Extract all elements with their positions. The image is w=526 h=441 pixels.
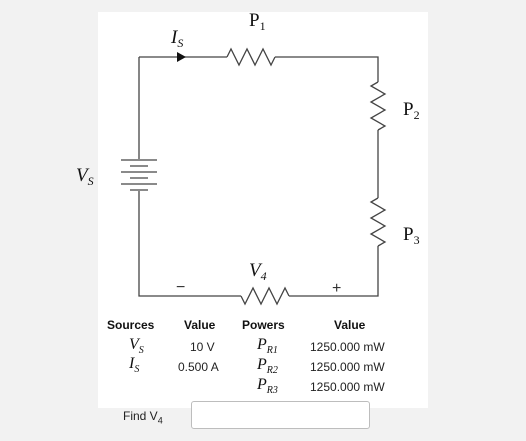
- header-value: Value: [184, 318, 216, 332]
- label-p3: $P_3$: [403, 224, 420, 247]
- source-value-is: 0.500 A: [178, 360, 219, 374]
- power-value-r2: 1250.000 mW: [310, 360, 385, 374]
- find-v4-label: Find $V_4$: [123, 409, 163, 426]
- polarity-minus: −: [176, 279, 186, 296]
- source-symbol-is: $I_S$: [129, 355, 140, 376]
- power-symbol-r1: $P_{R1}$: [257, 336, 278, 357]
- label-p1: $P_1$: [249, 10, 266, 33]
- source-value-vs: 10 V: [190, 340, 215, 354]
- resistor-p1: [227, 49, 275, 65]
- label-p2: $P_2$: [403, 99, 420, 122]
- resistor-p3: [371, 198, 385, 246]
- current-arrow-icon: [177, 52, 186, 62]
- power-symbol-r3: $P_{R3}$: [257, 376, 278, 397]
- power-symbol-r2: $P_{R2}$: [257, 356, 278, 377]
- source-symbol-vs: $V_S$: [129, 336, 144, 357]
- header-power-value: Value: [334, 318, 366, 332]
- power-value-r1: 1250.000 mW: [310, 340, 385, 354]
- polarity-plus: +: [332, 280, 342, 297]
- label-vs: $V_S$: [76, 165, 94, 188]
- power-value-r3: 1250.000 mW: [310, 380, 385, 394]
- resistor-v4: [241, 288, 289, 304]
- answer-input[interactable]: [191, 401, 370, 429]
- header-sources: Sources: [107, 318, 155, 332]
- label-v4: $V_4$: [249, 260, 267, 283]
- wire-bottom-left: [139, 191, 241, 296]
- label-is: $I_S$: [171, 27, 184, 50]
- header-powers: Powers: [242, 318, 285, 332]
- resistor-p2: [371, 82, 385, 130]
- battery-source: [121, 160, 157, 190]
- wire-top-right: [275, 57, 378, 82]
